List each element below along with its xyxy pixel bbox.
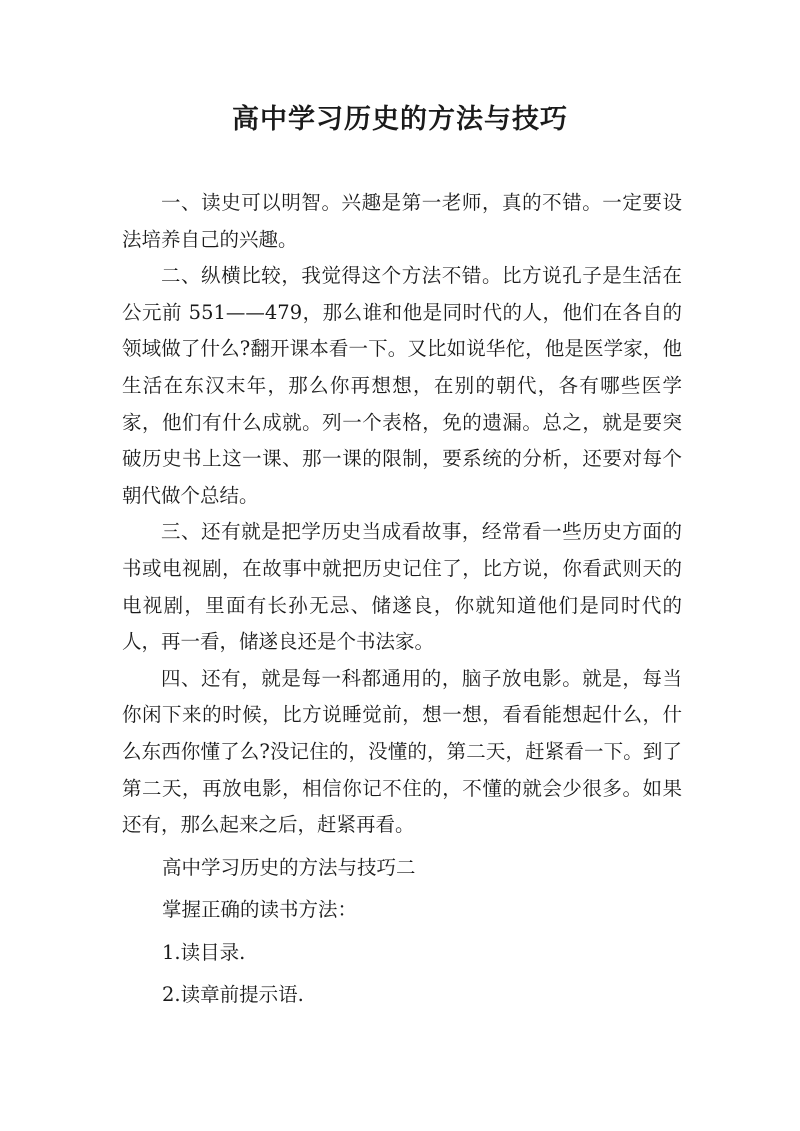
subheading: 高中学习历史的方法与技巧二 [162, 855, 416, 879]
page-title: 高中学习历史的方法与技巧 [232, 104, 568, 135]
method-item-2: 2.读章前提示语. [162, 983, 304, 1007]
paragraph-2: 二、纵横比较，我觉得这个方法不错。比方说孔子是生活在公元前 551——479，那么谁和他是同时代的人，他们在各自的领域做了什么?翻开课本看一下。又比如说华佗，他是医学家，他生活在东汉末年，那么你再想想，在别的朝代，各有哪些医学家，他们有什么成就。列一个表格，免的遗漏。总之，就是要突破历史书上这一课、那一课的限制，要系统的分析，还要对每个朝代做个总结。 [122, 264, 682, 507]
paragraph-4: 四、还有，就是每一科都通用的，脑子放电影。就是，每当你闲下来的时候，比方说睡觉前，想一想，看看能想起什么，什么东西你懂了么?没记住的，没懂的，第二天，赶紧看一下。到了第二天，再放电影，相信你记不住的，不懂的就会少很多。如果还有，那么起来之后，赶紧再看。 [122, 666, 682, 837]
paragraph-1: 一、读史可以明智。兴趣是第一老师，真的不错。一定要设法培养自己的兴趣。 [122, 191, 682, 251]
method-item-1: 1.读目录. [162, 940, 246, 964]
paragraph-3: 三、还有就是把学历史当成看故事，经常看一些历史方面的书或电视剧，在故事中就把历史记住了，比方说，你看武则天的电视剧，里面有长孙无忌、储遂良，你就知道他们是同时代的人，再一看，储遂良还是个书法家。 [122, 520, 682, 654]
document-body [122, 185, 682, 1014]
method-intro: 掌握正确的读书方法： [162, 898, 358, 922]
